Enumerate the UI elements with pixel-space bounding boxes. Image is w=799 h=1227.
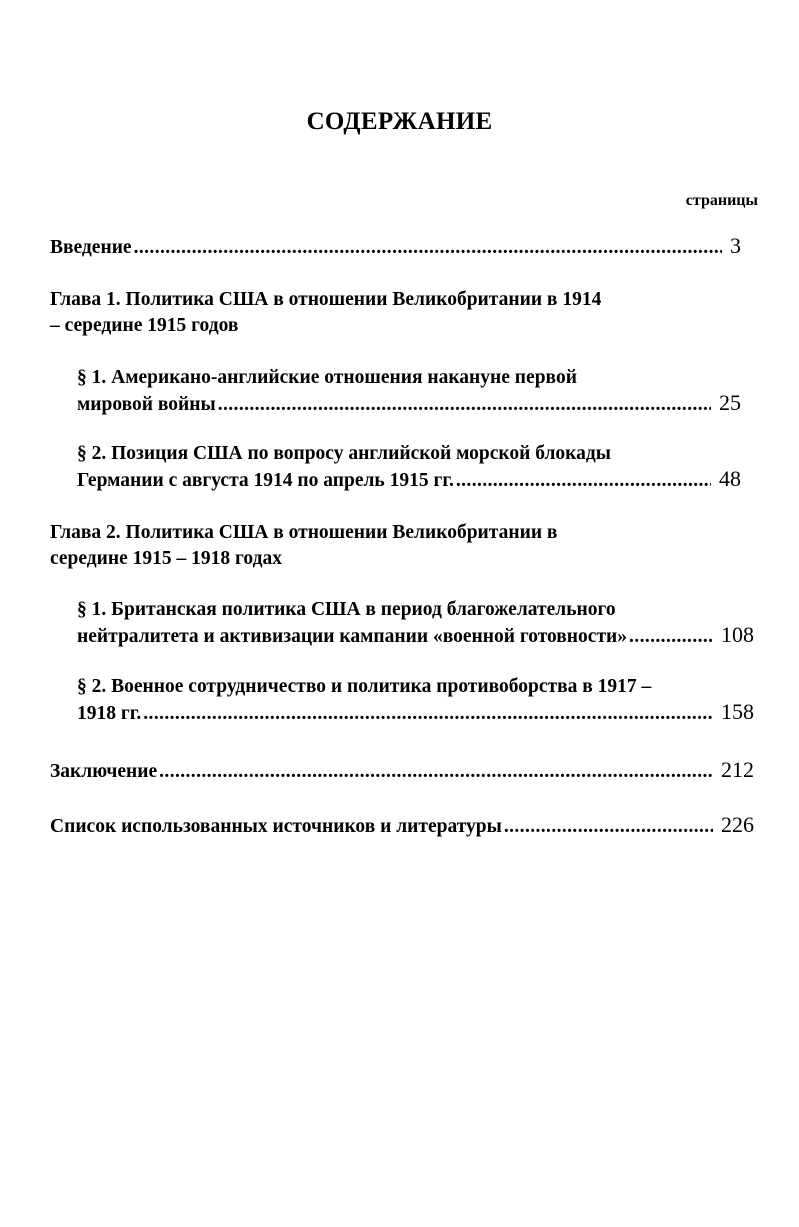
toc-entry-label: нейтралитета и активизации кампании «военной готовности» bbox=[77, 626, 628, 647]
dot-leader bbox=[629, 624, 713, 650]
toc-entry-label: Введение bbox=[50, 237, 132, 258]
dot-leader bbox=[134, 235, 722, 261]
toc-entry-label: 1918 гг. bbox=[77, 703, 142, 724]
toc-page-number: 226 bbox=[721, 812, 754, 837]
page-title: СОДЕРЖАНИЕ bbox=[306, 108, 493, 135]
toc-page-number: 48 bbox=[719, 466, 741, 491]
chapter-1-heading-line-1[interactable]: Глава 1. Политика США в отношении Великобритании в 1914 bbox=[50, 289, 602, 310]
chapter-2-section-2-line-1[interactable]: § 2. Военное сотрудничество и политика противоборства в 1917 – bbox=[77, 676, 652, 697]
chapter-2-heading-line-1[interactable]: Глава 2. Политика США в отношении Великобритании в bbox=[50, 522, 558, 543]
toc-entry-label: Заключение bbox=[50, 761, 158, 782]
chapter-2-heading-line-2[interactable]: середине 1915 – 1918 годах bbox=[50, 548, 282, 569]
dot-leader bbox=[159, 759, 713, 785]
dot-leader bbox=[456, 468, 711, 494]
pages-column-label: страницы bbox=[685, 192, 758, 209]
dot-leader bbox=[218, 392, 711, 418]
toc-entry-label: Список использованных источников и литературы bbox=[50, 816, 502, 837]
toc-entry-intro[interactable] bbox=[50, 233, 741, 261]
toc-page-number: 3 bbox=[730, 233, 741, 258]
toc-page-number: 212 bbox=[721, 757, 754, 782]
chapter-1-section-2-line-1[interactable]: § 2. Позиция США по вопросу английской морской блокады bbox=[77, 443, 611, 464]
toc-entry-label: мировой войны bbox=[77, 394, 216, 415]
dot-leader bbox=[143, 701, 713, 727]
toc-entry-conclusion[interactable] bbox=[50, 757, 754, 785]
chapter-1-section-1-line-1[interactable]: § 1. Американо-английские отношения накануне первой bbox=[77, 367, 577, 388]
chapter-1-section-2[interactable] bbox=[77, 466, 741, 494]
dot-leader bbox=[504, 814, 713, 840]
chapter-2-section-1-line-1[interactable]: § 1. Британская политика США в период благожелательного bbox=[77, 599, 616, 620]
toc-page-number: 158 bbox=[721, 699, 754, 724]
chapter-2-section-1[interactable] bbox=[77, 622, 754, 650]
toc-page-number: 108 bbox=[721, 622, 754, 647]
toc-entry-label: Германии с августа 1914 по апрель 1915 гг. bbox=[77, 470, 454, 491]
chapter-1-section-1[interactable] bbox=[77, 390, 741, 418]
chapter-2-section-2[interactable] bbox=[77, 699, 754, 727]
toc-entry-bibliography[interactable] bbox=[50, 812, 754, 840]
chapter-1-heading-line-2[interactable]: – середине 1915 годов bbox=[50, 315, 239, 336]
toc-page-number: 25 bbox=[719, 390, 741, 415]
